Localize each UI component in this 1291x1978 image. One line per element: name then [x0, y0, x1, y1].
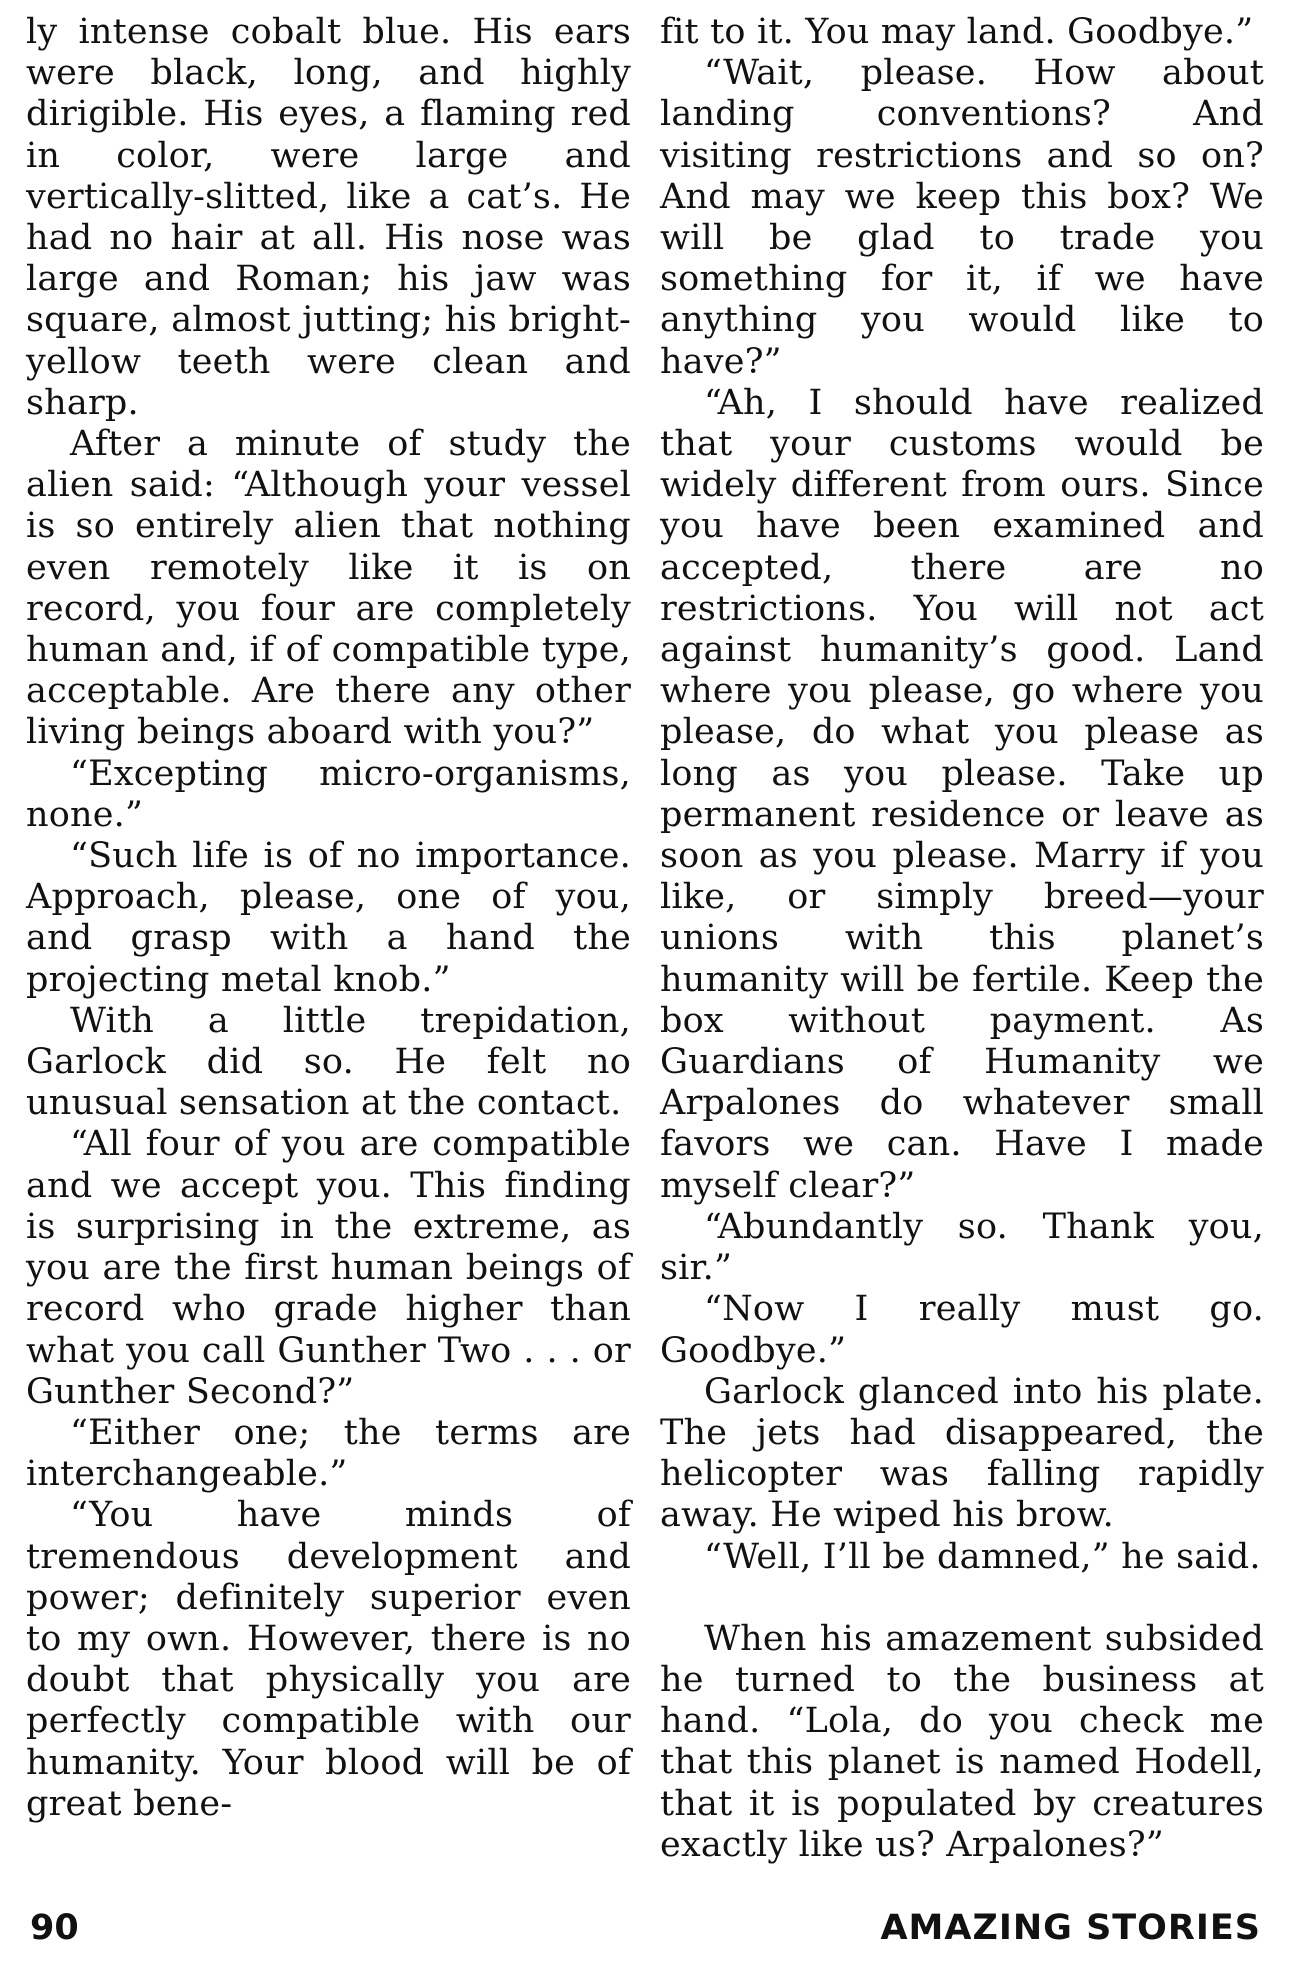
paragraph: ly intense cobalt blue. His ears were black, long, and highly dirigible. His eyes, a flaming red in color, were large and vertically-slitted, like a cat’s. He had no hair at all. His nose was large and Roman; his jaw was square, almost jutting; his bright-yellow teeth were clean and sharp. [26, 12, 631, 423]
paragraph: fit to it. You may land. Goodbye.” [660, 12, 1254, 52]
paragraph: “Well, I’ll be damned,” he said. [704, 1536, 1261, 1577]
paragraph: “Wait, please. How about landing conventions? And visiting restrictions and so on? And may we keep this box? We will be glad to trade you something for it, if we have anything you would like to have?” [660, 53, 1264, 382]
paragraph: “Either one; the terms are interchangeable.” [26, 1412, 631, 1495]
paragraph: “Such life is of no importance. Approach, please, one of you, and grasp with a hand the projecting metal knob.” [26, 836, 631, 1000]
paragraph: “Excepting micro-organisms, none.” [26, 753, 631, 835]
paragraph: With a little trepidation, Garlock did so. He felt no unusual sensation at the contact. [26, 1000, 631, 1124]
right-column [660, 12, 1264, 1866]
left-column [26, 12, 631, 1825]
page-number: 90 [30, 1908, 79, 1948]
paragraph: After a minute of study the alien said: “Although your vessel is so entirely alien that nothing even remotely like it is on record, you four are completely human and, if of compatible type, acceptable. Are there any other living beings aboard with you?” [26, 424, 631, 753]
paragraph: Garlock glanced into his plate. The jets had disappeared, the helicopter was falling rapidly away. He wiped his brow. [660, 1371, 1264, 1536]
section-break [660, 1578, 1264, 1619]
paragraph: “Abundantly so. Thank you, sir.” [660, 1206, 1264, 1289]
paragraph: “You have minds of tremendous development and power; definitely superior even to my own. However, there is no doubt that physically you are perfectly compatible with our humanity. Your blood will be of great bene- [26, 1495, 631, 1824]
paragraph: “Now I really must go. Goodbye.” [660, 1289, 1264, 1371]
running-title: AMAZING STORIES [880, 1908, 1261, 1948]
paragraph: When his amazement subsided he turned to the business at hand. “Lola, do you check me that this planet is named Hodell, that it is populated by creatures exactly like us? Arpalones?” [660, 1618, 1264, 1865]
paragraph: “All four of you are compatible and we accept you. This finding is surprising in the extreme, as you are the first human beings of record who grade higher than what you call Gunther Two . . . or Gunther Second?” [26, 1124, 631, 1412]
paragraph: “Ah, I should have realized that your customs would be widely different from ours. Since you have been examined and accepted, there are no restrictions. You will not act against humanity’s good. Land where you please, go where you please, do what you please as long as you please. Take up permanent residence or leave as soon as you please. Marry if you like, or simply breed—your unions with this planet’s humanity will be fertile. Keep the box without payment. As Guardians of Humanity we Arpalones do whatever small favors we can. Have I made myself clear?” [660, 382, 1264, 1206]
